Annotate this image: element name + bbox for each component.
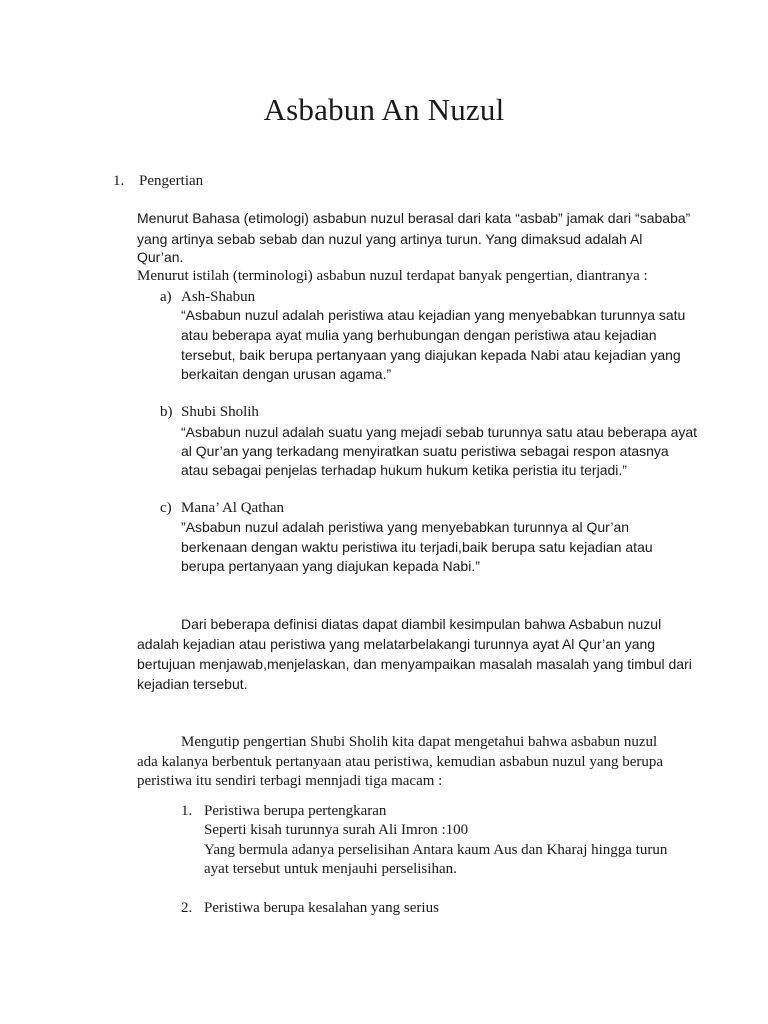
- conclusion-line: bertujuan menjawab,menjelaskan, dan menyampaikan masalah masalah yang timbul dari: [137, 656, 692, 672]
- type-line: Peristiwa berupa kesalahan yang serius: [204, 900, 439, 916]
- type-line: Peristiwa berupa pertengkaran: [204, 803, 387, 819]
- shubi-line: ada kalanya berbentuk pertanyaan atau peristiwa, kemudian asbabun nuzul yang berupa: [137, 754, 664, 770]
- document-title: Asbabun An Nuzul: [263, 92, 505, 127]
- definition-line: tersebut, baik berupa pertanyaan yang diajukan kepada Nabi atau kejadian yang: [181, 347, 681, 363]
- bahasa-line: Menurut Bahasa (etimologi) asbabun nuzul berasal dari kata “asbab” jamak dari “sababa”: [137, 210, 691, 226]
- section-number: 1.: [113, 173, 125, 189]
- definition-line: al Qur’an yang terkadang menyiratkan suatu peristiwa sebagai respon atasnya: [181, 443, 669, 459]
- definition-marker: a): [160, 289, 172, 305]
- definition-marker: c): [160, 500, 172, 516]
- definition-line: “Asbabun nuzul adalah suatu yang mejadi sebab turunnya satu atau beberapa ayat: [181, 424, 698, 440]
- istilah-intro: Menurut istilah (terminologi) asbabun nuzul terdapat banyak pengertian, diantranya :: [137, 268, 648, 284]
- shubi-line: peristiwa itu sendiri terbagi mennjadi tiga macam :: [137, 773, 443, 789]
- type-number: 1.: [181, 803, 193, 819]
- conclusion-line: kejadian tersebut.: [137, 676, 248, 692]
- type-line: Yang bermula adanya perselisihan Antara kaum Aus dan Kharaj hingga turun: [204, 842, 668, 858]
- type-number: 2.: [181, 900, 193, 916]
- bahasa-line: yang artinya sebab sebab dan nuzul yang artinya turun. Yang dimaksud adalah Al: [137, 231, 643, 247]
- definition-line: “Asbabun nuzul adalah peristiwa atau kejadian yang menyebabkan turunnya satu: [181, 307, 686, 323]
- type-line: ayat tersebut untuk menjauhi perselisihan.: [204, 861, 457, 877]
- definition-name: Mana’ Al Qathan: [181, 500, 285, 516]
- definition-name: Shubi Sholih: [181, 404, 259, 420]
- definition-line: atau sebagai penjelas terhadap hukum hukum ketika peristia itu terjadi.”: [181, 462, 627, 478]
- conclusion-line: Dari beberapa definisi diatas dapat diambil kesimpulan bahwa Asbabun nuzul: [181, 616, 662, 632]
- definition-line: atau beberapa ayat mulia yang berhubungan dengan peristiwa atau kejadian: [181, 327, 657, 343]
- bahasa-line: Qur’an.: [137, 249, 184, 265]
- conclusion-line: adalah kejadian atau peristiwa yang melatarbelakangi turunnya ayat Al Qur’an yang: [137, 636, 656, 652]
- shubi-line: Mengutip pengertian Shubi Sholih kita dapat mengetahui bahwa asbabun nuzul: [181, 734, 658, 750]
- type-line: Seperti kisah turunnya surah Ali Imron :100: [204, 822, 469, 838]
- definition-line: berkenaan dengan waktu peristiwa itu terjadi,baik berupa satu kejadian atau: [181, 539, 653, 555]
- definition-marker: b): [160, 404, 173, 420]
- definition-line: berupa pertanyaan yang diajukan kepada Nabi.”: [181, 558, 480, 574]
- definition-name: Ash-Shabun: [181, 289, 256, 305]
- section-heading: Pengertian: [139, 173, 204, 189]
- definition-line: ”Asbabun nuzul adalah peristiwa yang menyebabkan turunnya al Qur’an: [181, 519, 630, 535]
- definition-line: berkaitan dengan urusan agama.”: [181, 366, 392, 382]
